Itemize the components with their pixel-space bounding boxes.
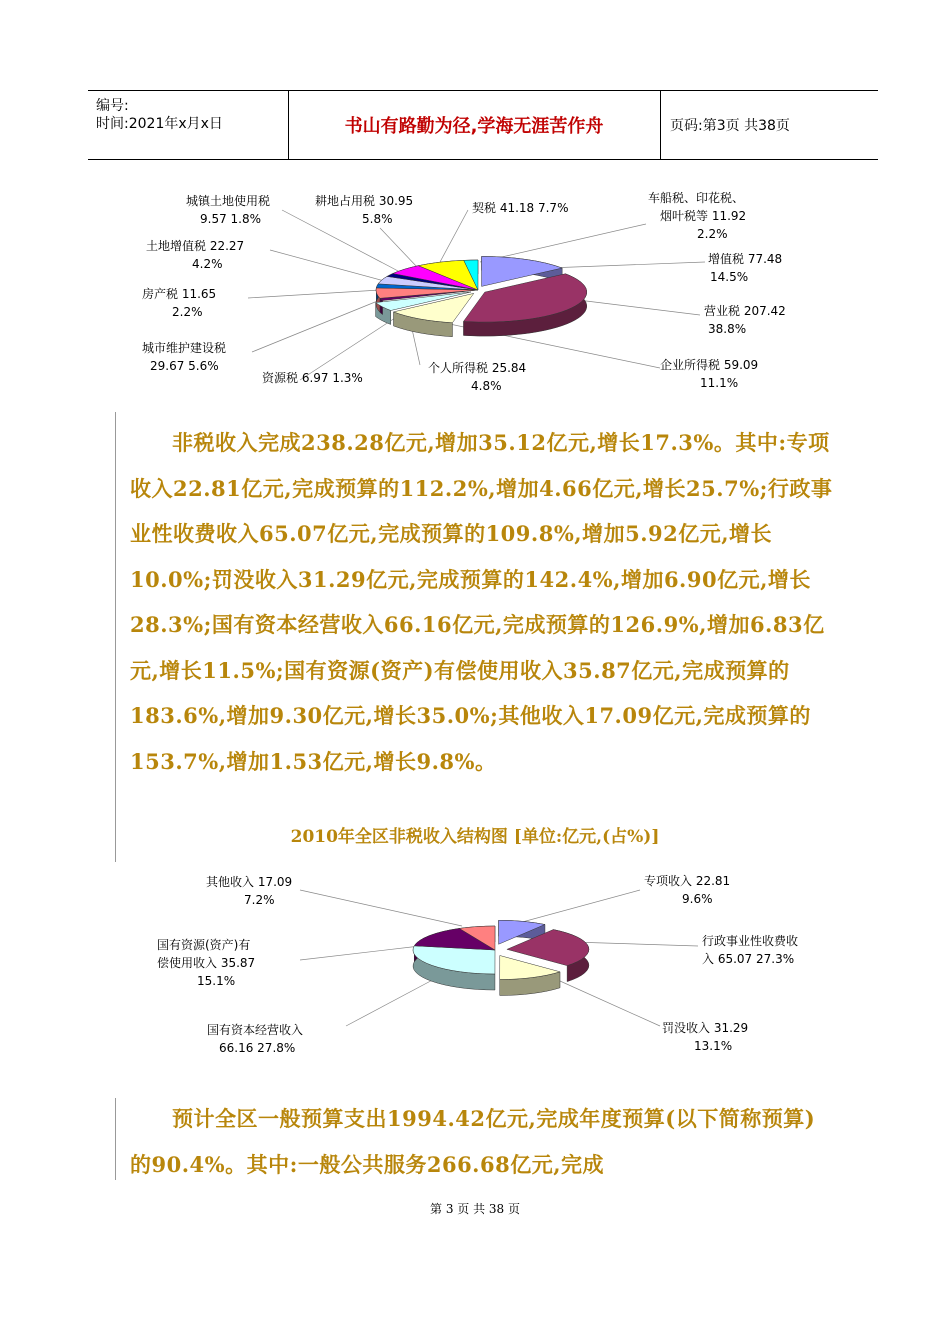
label-personal-tax-2: 4.8%: [471, 379, 502, 393]
leader-line: [248, 290, 380, 298]
label-special-revenue-2: 9.6%: [682, 892, 713, 906]
label-land-vat-2: 4.2%: [192, 257, 223, 271]
leader-line: [440, 210, 468, 262]
leader-line: [300, 946, 420, 960]
label-vat-1: 增值税 77.48: [708, 252, 783, 266]
margin-line: [115, 412, 116, 862]
label-farmland-tax-1: 耕地占用税 30.95: [315, 194, 414, 208]
leader-line: [548, 262, 705, 268]
time-label: 时间:2021年x月x日: [96, 116, 223, 132]
label-state-capital-2: 66.16 27.8%: [219, 1041, 296, 1055]
motto: 书山有路勤为径,学海无涯苦作舟: [288, 91, 661, 159]
label-city-tax-1: 城市维护建设税: [142, 341, 227, 355]
label-land-vat-1: 土地增值税 22.27: [146, 239, 245, 253]
leader-line: [346, 976, 440, 1026]
label-state-resource-1: 国有资源(资产)有: [157, 938, 251, 952]
label-farmland-tax-2: 5.8%: [362, 212, 393, 226]
label-corporate-tax-2: 11.1%: [700, 376, 739, 390]
label-state-capital-1: 国有资本经营收入: [207, 1023, 304, 1037]
label-vehicle-tax-3: 2.2%: [697, 227, 728, 241]
label-fines-2: 13.1%: [694, 1039, 733, 1053]
label-vehicle-tax-2: 烟叶税等 11.92: [660, 209, 747, 223]
leader-line: [572, 942, 698, 946]
label-property-tax-2: 2.2%: [172, 305, 203, 319]
label-vehicle-tax-1: 车船税、印花税、: [648, 191, 745, 205]
label-urban-land-tax-2: 9.57 1.8%: [200, 212, 262, 226]
number-label: 编号:: [96, 98, 129, 114]
label-vat-2: 14.5%: [710, 270, 749, 284]
margin-line-2: [115, 1098, 116, 1180]
label-deed-tax: 契税 41.18 7.7%: [472, 201, 569, 215]
leader-line: [380, 228, 418, 268]
label-personal-tax-1: 个人所得税 25.84: [428, 361, 527, 375]
label-resource-tax: 资源税 6.97 1.3%: [262, 371, 363, 385]
page-label: 页码:第3页 共38页: [670, 118, 790, 134]
label-city-tax-2: 29.67 5.6%: [150, 359, 219, 373]
label-other-revenue-1: 其他收入 17.09: [206, 875, 293, 889]
label-business-tax-2: 38.8%: [708, 322, 747, 336]
paragraph-expenditure: 预计全区一般预算支出1994.42亿元,完成年度预算(以下简称预算)的90.4%。其中:一般公共服务266.68亿元,完成: [130, 1106, 816, 1177]
label-corporate-tax-1: 企业所得税 59.09: [660, 358, 759, 372]
label-admin-fees-2: 入 65.07 27.3%: [702, 952, 795, 966]
chart2-title: 2010年全区非税收入结构图 [单位:亿元,(占%)]: [290, 827, 660, 847]
label-property-tax-1: 房产税 11.65: [142, 287, 217, 301]
non-tax-revenue-pie-chart: [0, 850, 950, 1080]
label-special-revenue-1: 专项收入 22.81: [644, 874, 731, 888]
page-footer: 第 3 页 共 38 页: [430, 1202, 520, 1216]
leader-line: [252, 300, 380, 352]
leader-line: [300, 890, 462, 926]
label-state-resource-3: 15.1%: [197, 974, 236, 988]
paragraph-non-tax-revenue: 非税收入完成238.28亿元,增加35.12亿元,增长17.3%。其中:专项收入22.81亿元,完成预算的112.2%,增加4.66亿元,增长25.7%;行政事业性收费收入65.07亿元,完成预算的109.8%,增加5.92亿元,增长10.0%;罚没收入31.29亿元,完成预算的142.4%,增加6.90亿元,增长28.3%;国有资本经营收入66.16亿元,完成预算的126.9%,增加6.83亿元,增长11.5%;国有资源(资产)有偿使用收入35.87亿元,完成预算的183.6%,增加9.30亿元,增长35.0%;其他收入17.09亿元,完成预算的153.7%,增加1.53亿元,增长9.8%。: [130, 430, 833, 774]
label-state-resource-2: 偿使用收入 35.87: [157, 956, 256, 970]
label-fines-1: 罚没收入 31.29: [662, 1021, 749, 1035]
label-other-revenue-2: 7.2%: [244, 893, 275, 907]
label-urban-land-tax-1: 城镇土地使用税: [186, 194, 271, 208]
leader-line: [578, 300, 700, 315]
label-admin-fees-1: 行政事业性收费收: [702, 934, 799, 948]
leader-line: [270, 250, 388, 282]
label-business-tax-1: 营业税 207.42: [704, 304, 786, 318]
leader-line: [480, 224, 646, 262]
